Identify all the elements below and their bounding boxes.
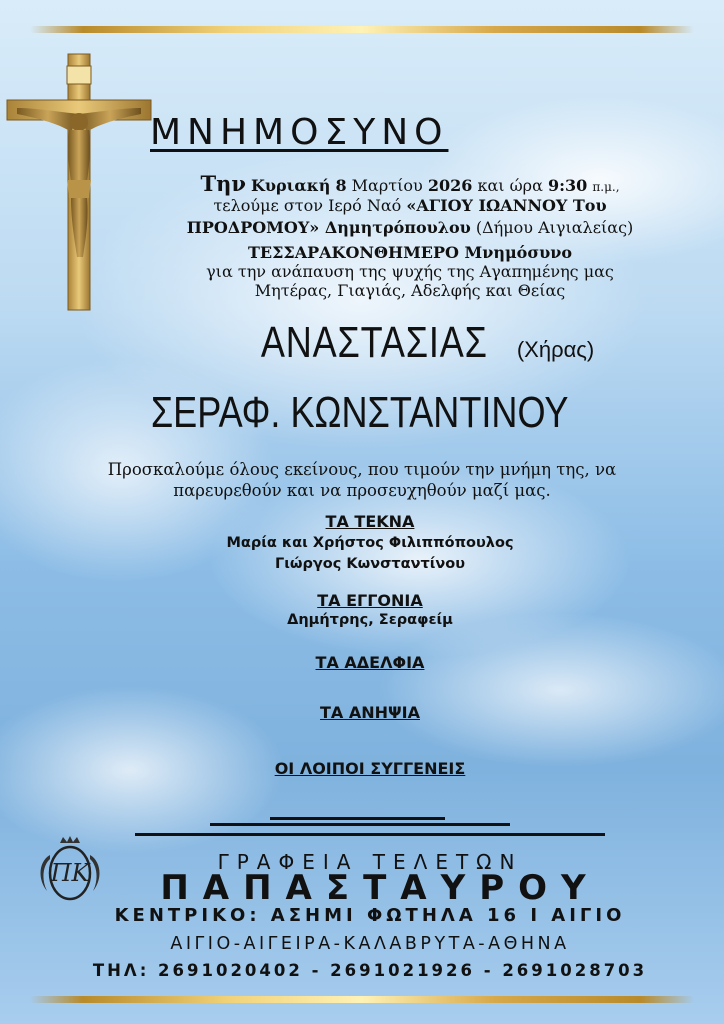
intro-line-4: ΤΕΣΣΑΡΑΚΟΝΘΗΜΕΡΟ Μνημόσυνο bbox=[247, 243, 573, 262]
grandchildren-names: Δημήτρης, Σεραφείμ bbox=[287, 612, 453, 628]
children-heading: ΤΑ ΤΕΚΝΑ bbox=[325, 512, 415, 531]
grandchildren-heading: ΤΑ ΕΓΓΟΝΙΑ bbox=[317, 591, 423, 610]
footer-divider-3 bbox=[135, 833, 605, 836]
crucifix-icon bbox=[5, 52, 155, 312]
intro-line-3: ΠΡΟΔΡΟΜΟΥ» Δημητρόπουλου (Δήμου Αιγιαλείας) bbox=[186, 218, 634, 237]
nephews-heading: ΤΑ ΑΝΗΨΙΑ bbox=[320, 703, 420, 722]
invitation-line-2: παρευρεθούν και να προσευχηθούν μαζί μας. bbox=[173, 481, 551, 500]
footer-divider-1 bbox=[270, 817, 445, 820]
funeral-home-crest-icon bbox=[33, 835, 108, 905]
footer-company-name: ΠΑΠΑΣΤΑΥΡΟΥ bbox=[160, 868, 600, 908]
children-names-1: Μαρία και Χρήστος Φιλιππόπουλος bbox=[226, 535, 514, 551]
intro-line-5: για την ανάπαυση της ψυχής της Αγαπημένης μας Μητέρας, Γιαγιάς, Αδελφής και Θείας bbox=[206, 262, 614, 300]
top-gold-rule bbox=[30, 26, 694, 33]
footer-phones: ΤΗΛ: 2691020402 - 2691021926 - 2691028703 bbox=[92, 961, 648, 980]
page-title: ΜΝΗΜΟΣΥΝΟ bbox=[150, 112, 449, 153]
svg-text:ΠΚ: ΠΚ bbox=[50, 859, 90, 887]
deceased-status: (Χήρας) bbox=[516, 337, 595, 362]
footer-divider-2 bbox=[210, 823, 510, 826]
children-names-2: Γιώργος Κωνσταντίνου bbox=[275, 556, 465, 572]
invitation-line-1: Προσκαλούμε όλους εκείνους, που τιμούν την μνήμη της, να bbox=[107, 460, 617, 479]
relatives-heading: ΟΙ ΛΟΙΠΟΙ ΣΥΓΓΕΝΕΙΣ bbox=[274, 759, 466, 778]
siblings-heading: ΤΑ ΑΔΕΛΦΙΑ bbox=[315, 653, 425, 672]
intro-line-1: Την Κυριακή 8 Μαρτίου 2026 και ώρα 9:30 π.μ., bbox=[200, 171, 620, 196]
footer-locations: ΑΙΓΙΟ-ΑΙΓΕΙΡΑ-ΚΑΛΑΒΡΥΤΑ-ΑΘΗΝΑ bbox=[170, 934, 570, 954]
footer-address: ΚΕΝΤΡΙΚΟ: ΑΣΗΜΙ ΦΩΤΗΛΑ 16 Ι ΑΙΓΙΟ bbox=[114, 905, 626, 926]
deceased-last-name: ΣΕΡΑΦ. ΚΩΝΣΤΑΝΤΙΝΟΥ bbox=[151, 388, 569, 437]
intro-line-2: τελούμε στον Ιερό Ναό «ΑΓΙΟΥ ΙΩΑΝΝΟΥ Του bbox=[213, 196, 607, 215]
footer-company-type: ΓΡΑΦΕΙΑ ΤΕΛΕΤΩΝ bbox=[217, 850, 523, 874]
deceased-first-name: ΑΝΑΣΤΑΣΙΑΣ (Χήρας) bbox=[260, 318, 595, 367]
bottom-gold-rule bbox=[30, 996, 694, 1003]
